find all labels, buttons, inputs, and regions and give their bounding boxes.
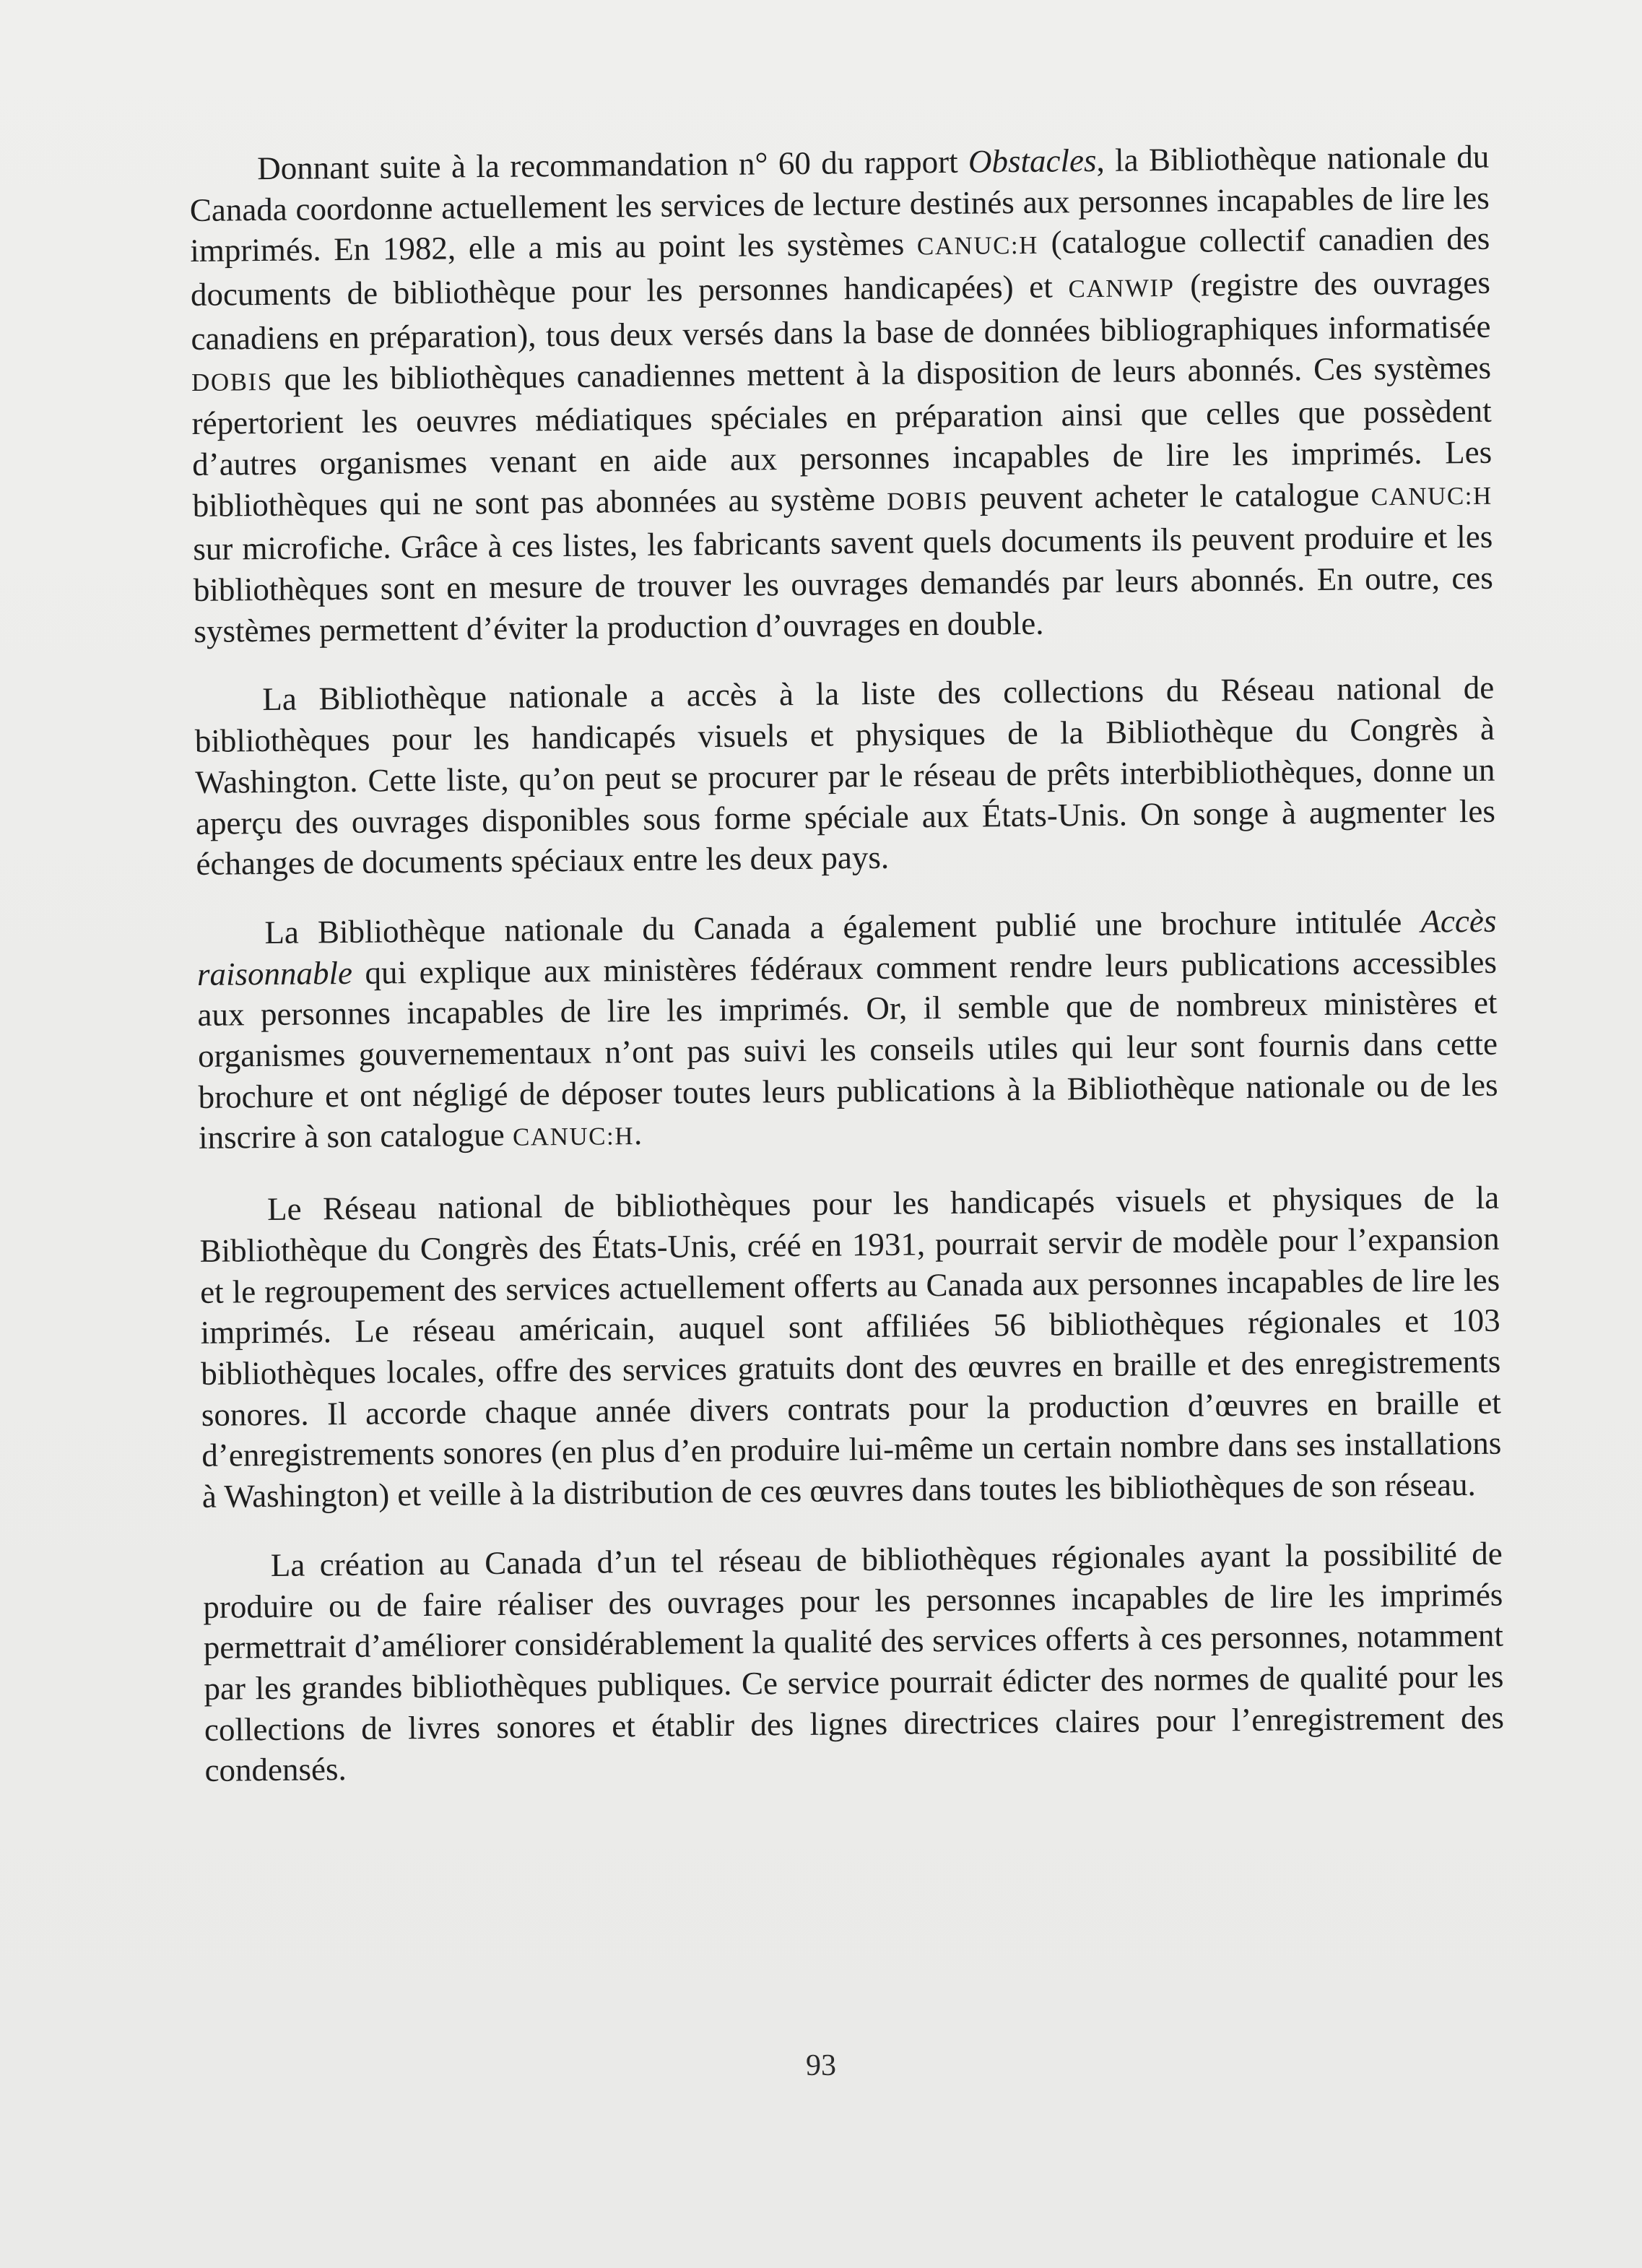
text-run: La Bibliothèque nationale a accès à la liste des collections du Réseau national de bibliothèques pour les handicapés visuels et physiques de la Bibliothèque du Congrès à Washington. Cette liste, qu’on peut se procurer par le réseau de prêts interbibliothèques, donne un aperçu des ouvrages disponibles sous forme spéciale aux États-Unis. On songe à augmenter les échanges de documents spéciaux entre les deux pays.: [194, 670, 1496, 883]
paragraph: [196, 901, 1498, 1161]
text-run: (catalogue collectif canadien des documents de bibliothèque pour les personnes handicapées) et: [190, 220, 1490, 313]
system-acronym: CANWIP: [1068, 274, 1175, 303]
paragraph: [199, 1177, 1502, 1518]
text-run: Le Réseau national de bibliothèques pour les handicapés visuels et physiques de la Bibliothèque du Congrès des États-Unis, créé en 1931, pourrait servir de modèle pour l’expansion et le regroupement des services actuellement offerts au Canada aux personnes incapables de lire les imprimés. Le réseau américain, auquel sont affiliées 56 bibliothèques régionales et 103 bibliothèques locales, offre des services gratuits dont des œuvres en braille et des enregistrements sonores. Il accorde chaque année divers contrats pour la production d’œuvres en braille et d’enregistrements sonores (en plus d’en produire lui-même un certain nombre dans ses installations à Washington) et veille à la distribution de ces œuvres dans toutes les bibliothèques de son réseau.: [199, 1179, 1502, 1515]
text-run: La Bibliothèque nationale du Canada a également publié une brochure intitulée: [264, 903, 1421, 951]
text-run: peuvent acheter le catalogue: [968, 475, 1371, 516]
system-acronym: DOBIS: [191, 367, 273, 397]
italic-title: Accès raisonnable: [196, 902, 1497, 992]
paragraph: [189, 137, 1494, 652]
paragraph: [203, 1533, 1505, 1791]
body-text: [189, 137, 1505, 1819]
paragraph: [194, 667, 1496, 885]
system-acronym: CANUC:H: [916, 231, 1039, 261]
text-run: Donnant suite à la recommandation n° 60 du rapport: [257, 143, 969, 187]
text-run: sur microfiche. Grâce à ces listes, les fabricants savent quels documents ils peuvent produire et les bibliothèques sont en mesure de trouver les ouvrages demandés par leurs abonnés. En outre, ces systèmes permettent d’éviter la production d’ouvrages en double.: [193, 519, 1494, 649]
system-acronym: DOBIS: [887, 486, 968, 516]
text-run: qui explique aux ministères fédéraux comment rendre leurs publications accessibles aux personnes incapables de lire les imprimés. Or, il semble que de nombreux ministères et organismes gouvernementaux n’ont pas suivi les conseils utiles qui leur sont fournis dans cette brochure et ont négligé de déposer toutes leurs publications à la Bibliothèque nationale ou de les inscrire à son catalogue: [197, 943, 1498, 1156]
system-acronym: CANUC:H: [1370, 481, 1493, 511]
system-acronym: CANUC:H: [512, 1122, 635, 1152]
page-number: 93: [806, 2049, 836, 2082]
text-run: , la Bibliothèque nationale du Canada coordonne actuellement les services de lecture destinés aux personnes incapables de lire les imprimés. En 1982, elle a mis au point les systèmes: [189, 138, 1490, 269]
italic-title: Obstacles: [968, 142, 1097, 180]
text-run: La création au Canada d’un tel réseau de bibliothèques régionales ayant la possibilité de produire ou de faire réaliser des ouvrages pour les personnes incapables de lire les imprimés permettrait d’améliorer considérablement la qualité des services offerts à ces personnes, notamment par les grandes bibliothèques publiques. Ce service pourrait édicter des normes de qualité pour les collections de livres sonores et établir des lignes directrices claires pour l’enregistrement des condensés.: [203, 1535, 1505, 1789]
text-run: .: [633, 1115, 643, 1152]
text-run: (registre des ouvrages canadiens en préparation), tous deux versés dans la base de données bibliographiques informatisée: [191, 264, 1491, 357]
text-run: que les bibliothèques canadiennes mettent à la disposition de leurs abonnés. Ces systèmes répertorient les oeuvres médiatiques spéciales en préparation ainsi que celles que possèdent d’autres organismes venant en aide aux personnes incapables de lire les imprimés. Les bibliothèques qui ne sont pas abonnées au système: [191, 349, 1493, 524]
